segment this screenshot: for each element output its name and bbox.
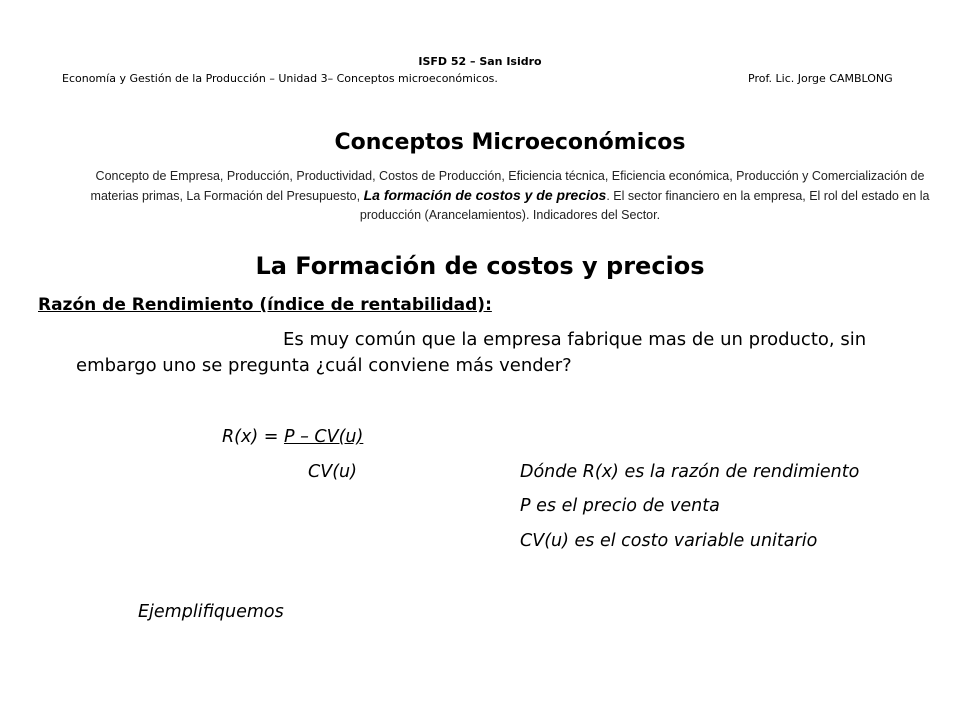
formula-denominator: CV(u) (308, 462, 357, 482)
definition-p: P es el precio de venta (520, 496, 720, 516)
formula-numerator-line (222, 427, 363, 447)
header-course: Economía y Gestión de la Producción – Unidad 3– Conceptos microeconómicos. (62, 72, 498, 85)
topics-after: . El sector financiero en la empresa, El rol del estado en la producción (Arancelamientos). Indicadores del Sector. (359, 189, 930, 222)
formula-lhs: R(x) = (222, 427, 284, 447)
definition-cvu: CV(u) es el costo variable unitario (520, 531, 818, 551)
body-paragraph: Es muy común que la empresa fabrique mas de un producto, sin embargo uno se pregunta ¿cuál conviene más vender? (76, 329, 867, 376)
formula-numerator: P – CV(u) (283, 427, 364, 447)
topics-highlight: La formación de costos y de precios (363, 187, 607, 203)
subheading: Razón de Rendimiento (índice de rentabilidad): (38, 295, 492, 315)
page-title: Conceptos Microeconómicos (334, 130, 686, 155)
section-title: La Formación de costos y precios (255, 252, 705, 280)
topics-list (80, 167, 940, 225)
example-label: Ejemplifiquemos (138, 602, 284, 622)
header-professor: Prof. Lic. Jorge CAMBLONG (748, 72, 893, 85)
header-institution: ISFD 52 – San Isidro (418, 55, 542, 68)
definition-rx: Dónde R(x) es la razón de rendimiento (520, 462, 860, 482)
topics-before: Concepto de Empresa, Producción, Productividad, Costos de Producción, Eficiencia técnica, Eficiencia económica, Producción y Comercialización de materias primas, La Formación del Presupuesto, (90, 169, 925, 203)
